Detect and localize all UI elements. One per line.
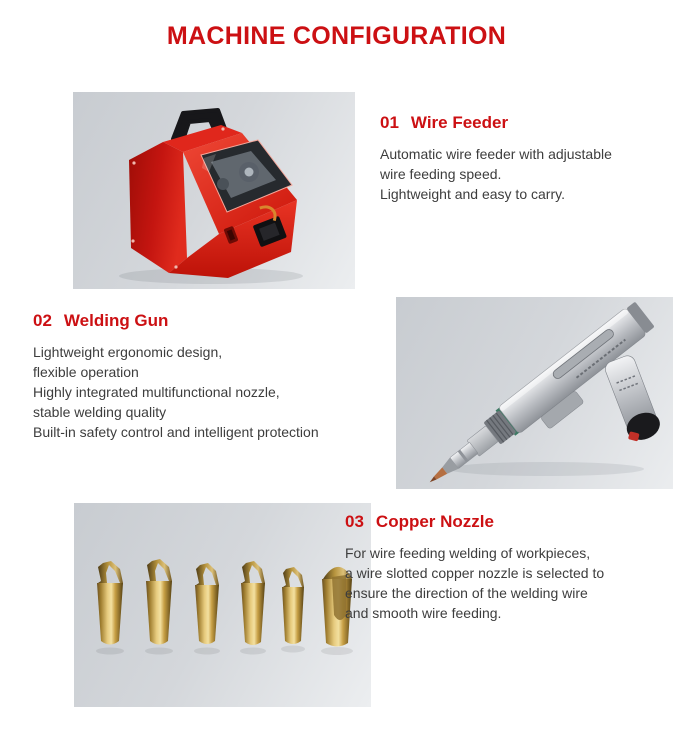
feeder-roller	[217, 178, 229, 190]
welding-gun-illustration	[396, 297, 673, 489]
description-line: flexible operation	[33, 364, 139, 380]
screw	[132, 161, 135, 164]
page-title: MACHINE CONFIGURATION	[166, 22, 507, 50]
copper-nozzle-illustration	[74, 503, 371, 707]
section-heading	[345, 511, 650, 533]
section-wire-feeder	[380, 112, 648, 204]
copper-nozzle	[96, 561, 124, 655]
copper-nozzle	[194, 563, 220, 655]
copper-nozzle-photo	[74, 503, 371, 707]
description-line: Lightweight ergonomic design,	[33, 344, 223, 360]
section-heading	[33, 310, 363, 332]
description-line: Highly integrated multifunctional nozzle,	[33, 384, 280, 400]
description-line: Built-in safety control and intelligent protection	[33, 424, 319, 440]
description-line: Lightweight and easy to carry.	[380, 186, 565, 202]
description-line: stable welding quality	[33, 404, 167, 420]
gun-shadow	[448, 462, 644, 476]
section-name: Welding Gun	[63, 311, 169, 330]
section-description	[380, 144, 648, 204]
welding-gun-photo	[396, 297, 673, 489]
gun-body-group	[419, 301, 673, 489]
description-line: and smooth wire feeding.	[345, 605, 502, 621]
description-line: For wire feeding welding of workpieces,	[345, 545, 591, 561]
section-copper-nozzle	[345, 511, 650, 623]
section-name: Wire Feeder	[410, 113, 509, 132]
gun-handle	[600, 353, 664, 445]
section-welding-gun	[33, 310, 363, 442]
section-description	[345, 543, 650, 623]
description-line: ensure the direction of the welding wire	[345, 585, 588, 601]
section-name: Copper Nozzle	[375, 512, 494, 531]
screw	[174, 265, 177, 268]
feeder-spool-hub	[245, 168, 254, 177]
wire-feeder-illustration	[73, 92, 355, 289]
nozzle-facet	[332, 575, 346, 620]
section-description	[33, 342, 363, 442]
description-line: wire feeding speed.	[380, 166, 502, 182]
copper-nozzle	[240, 561, 266, 655]
description-line: Automatic wire feeder with adjustable	[380, 146, 612, 162]
section-number: 01	[380, 113, 399, 132]
screw	[221, 127, 224, 130]
screw	[131, 239, 134, 242]
wire-feeder-photo	[73, 92, 355, 289]
section-number: 03	[345, 512, 364, 531]
copper-nozzle	[281, 567, 305, 653]
machine-side-face	[129, 142, 187, 273]
section-heading	[380, 112, 648, 134]
section-number: 02	[33, 311, 52, 330]
copper-nozzle	[145, 559, 173, 655]
description-line: a wire slotted copper nozzle is selected to	[345, 565, 605, 581]
